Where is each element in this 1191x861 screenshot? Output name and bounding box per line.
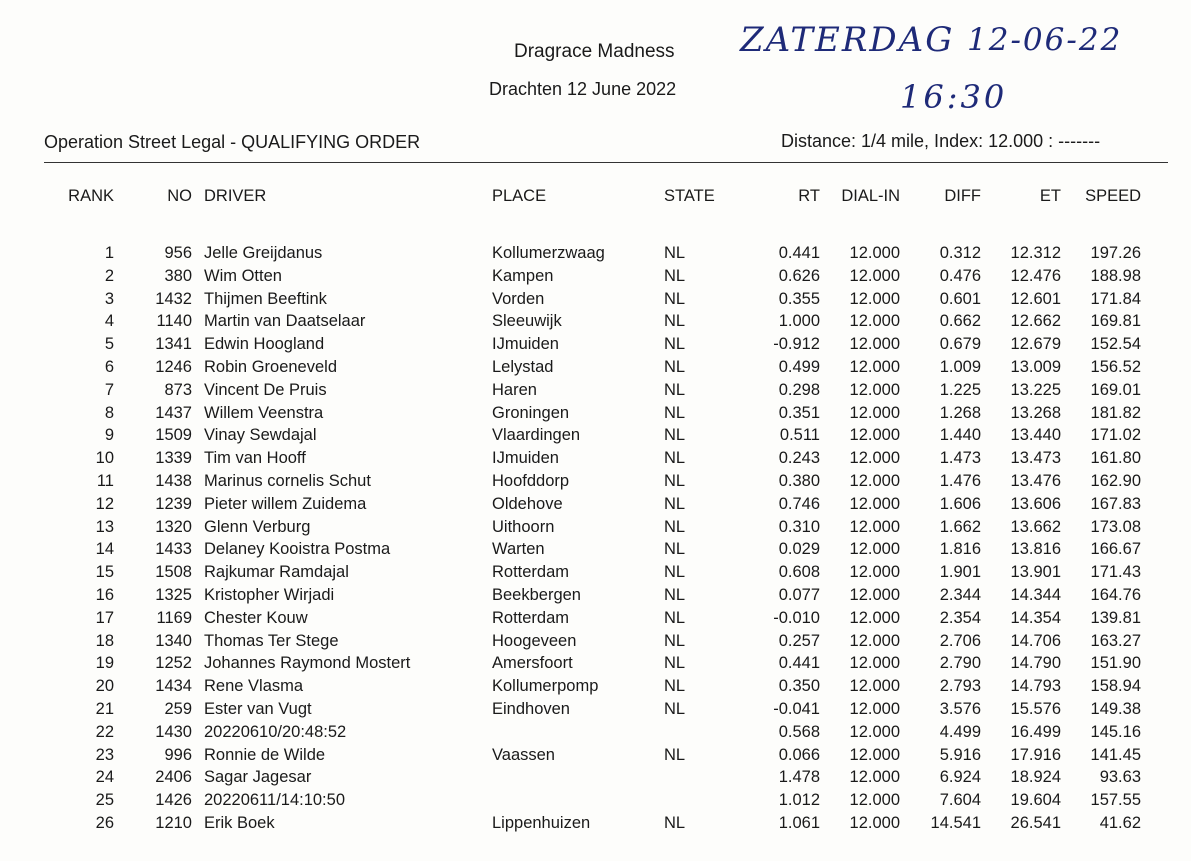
- cell-et: 13.225: [1010, 380, 1061, 399]
- cell-et: 13.473: [1010, 449, 1061, 468]
- cell-place: Rotterdam: [492, 563, 570, 582]
- cell-diff: 5.916: [939, 745, 981, 764]
- cell-driver: Vincent De Pruis: [204, 380, 327, 399]
- table-row: [0, 404, 1191, 427]
- cell-no: 1169: [156, 608, 192, 627]
- cell-driver: Martin van Daatselaar: [204, 312, 366, 331]
- cell-no: 1430: [155, 722, 192, 741]
- col-place: PLACE: [492, 187, 547, 205]
- table-row: [0, 654, 1191, 677]
- cell-state: NL: [664, 358, 686, 376]
- cell-speed: 161.80: [1090, 449, 1141, 468]
- cell-et: 14.706: [1010, 631, 1061, 650]
- cell-no: 1239: [155, 494, 192, 513]
- cell-speed: 164.76: [1090, 586, 1141, 604]
- cell-no: 1252: [155, 654, 192, 673]
- cell-no: 1438: [155, 472, 192, 490]
- cell-rt: 0.310: [778, 517, 820, 536]
- table-row: [0, 677, 1191, 700]
- cell-no: 1432: [155, 289, 192, 308]
- cell-state: NL: [664, 586, 686, 604]
- cell-dial-in: 12.000: [849, 700, 900, 718]
- cell-rank: 2: [104, 266, 114, 285]
- cell-no: 1426: [155, 791, 192, 810]
- cell-et: 13.476: [1010, 472, 1061, 490]
- cell-place: Eindhoven: [492, 700, 570, 718]
- cell-rt: 0.351: [778, 403, 820, 422]
- cell-rank: 19: [95, 654, 114, 673]
- cell-no: 1320: [155, 517, 192, 536]
- cell-rt: 1.012: [778, 791, 820, 810]
- cell-et: 12.679: [1010, 335, 1061, 354]
- cell-driver: Thijmen Beeftink: [204, 289, 327, 308]
- cell-place: Lippenhuizen: [492, 814, 591, 832]
- cell-et: 14.344: [1010, 586, 1061, 604]
- cell-speed: 145.16: [1090, 722, 1141, 741]
- cell-place: Kollumerpomp: [492, 677, 599, 696]
- cell-place: Kampen: [492, 266, 554, 285]
- header-divider: [44, 162, 1168, 163]
- cell-speed: 188.98: [1090, 266, 1141, 285]
- cell-rank: 13: [95, 517, 114, 536]
- cell-et: 14.793: [1010, 677, 1061, 696]
- cell-place: Vlaardingen: [492, 426, 581, 445]
- cell-rt: 1.061: [778, 814, 820, 832]
- cell-driver: Wim Otten: [204, 266, 282, 285]
- cell-diff: 1.816: [939, 540, 981, 559]
- distance-info: Distance: 1/4 mile, Index: 12.000 : -------: [781, 131, 1101, 151]
- table-row: [0, 563, 1191, 586]
- cell-dial-in: 12.000: [849, 289, 900, 308]
- cell-driver: 20220610/20:48:52: [204, 722, 347, 741]
- cell-diff: 2.790: [939, 654, 981, 673]
- cell-rank: 8: [104, 403, 114, 422]
- cell-diff: 2.354: [939, 608, 981, 627]
- col-diff: DIFF: [944, 187, 981, 205]
- cell-driver: Glenn Verburg: [204, 517, 311, 536]
- cell-dial-in: 12.000: [849, 631, 900, 650]
- cell-rt: 0.243: [778, 449, 820, 468]
- cell-driver: Jelle Greijdanus: [204, 244, 323, 262]
- table-row: [0, 381, 1191, 404]
- table-row: [0, 632, 1191, 655]
- cell-speed: 158.94: [1090, 677, 1141, 696]
- cell-driver: Rene Vlasma: [204, 677, 304, 696]
- cell-no: 1246: [155, 358, 192, 376]
- col-rank: RANK: [68, 187, 114, 205]
- cell-speed: 93.63: [1099, 768, 1141, 787]
- cell-no: 956: [164, 244, 192, 262]
- cell-no: 380: [164, 266, 192, 285]
- cell-diff: 0.476: [939, 266, 981, 285]
- cell-diff: 4.499: [939, 722, 981, 741]
- cell-place: Amersfoort: [492, 654, 573, 673]
- cell-speed: 171.43: [1090, 563, 1141, 582]
- table-row: [0, 746, 1191, 769]
- cell-dial-in: 12.000: [849, 335, 900, 354]
- cell-et: 18.924: [1010, 768, 1061, 787]
- cell-rt: 0.380: [778, 472, 820, 490]
- cell-place: Oldehove: [492, 494, 563, 513]
- cell-rank: 17: [95, 608, 114, 627]
- cell-et: 15.576: [1010, 700, 1061, 718]
- cell-place: IJmuiden: [492, 449, 559, 468]
- cell-et: 17.916: [1010, 745, 1061, 764]
- table-row: [0, 312, 1191, 335]
- table-row: [0, 426, 1191, 449]
- table-row: [0, 449, 1191, 472]
- cell-rt: 1.478: [778, 768, 820, 787]
- cell-rt: -0.912: [773, 335, 820, 354]
- event-title: Dragrace Madness: [514, 41, 675, 62]
- table-row: [0, 267, 1191, 290]
- cell-rank: 20: [95, 677, 114, 696]
- cell-et: 13.268: [1010, 403, 1061, 422]
- cell-state: NL: [664, 517, 686, 536]
- cell-et: 14.790: [1010, 654, 1061, 673]
- cell-diff: 0.679: [939, 335, 981, 354]
- cell-rt: 0.029: [778, 540, 820, 559]
- cell-driver: Edwin Hoogland: [204, 335, 325, 354]
- cell-dial-in: 12.000: [849, 244, 900, 262]
- cell-rt: 0.511: [779, 426, 820, 445]
- cell-dial-in: 12.000: [849, 517, 900, 536]
- cell-et: 12.476: [1010, 266, 1061, 285]
- cell-et: 26.541: [1010, 814, 1061, 832]
- cell-no: 873: [164, 380, 192, 399]
- cell-dial-in: 12.000: [849, 586, 900, 604]
- cell-diff: 1.440: [939, 426, 981, 445]
- cell-place: Beekbergen: [492, 586, 581, 604]
- col-state: STATE: [664, 187, 715, 205]
- cell-rt: 0.257: [778, 631, 820, 650]
- cell-rank: 12: [95, 494, 114, 513]
- event-location-date: Drachten 12 June 2022: [489, 79, 677, 99]
- table-row: [0, 518, 1191, 541]
- col-rt: RT: [798, 187, 820, 205]
- cell-speed: 167.83: [1090, 494, 1141, 513]
- cell-dial-in: 12.000: [849, 403, 900, 422]
- cell-driver: Sagar Jagesar: [204, 768, 312, 787]
- cell-state: NL: [664, 403, 686, 422]
- cell-speed: 173.08: [1090, 517, 1141, 536]
- table-header-row: [0, 187, 1191, 210]
- cell-driver: Robin Groeneveld: [204, 358, 337, 376]
- cell-diff: 0.601: [939, 289, 981, 308]
- table-row: [0, 290, 1191, 313]
- cell-speed: 163.27: [1090, 631, 1141, 650]
- cell-driver: Ronnie de Wilde: [204, 745, 326, 764]
- cell-rank: 6: [104, 358, 114, 376]
- cell-rank: 4: [104, 312, 114, 331]
- cell-rank: 5: [104, 335, 114, 354]
- cell-no: 1434: [155, 677, 192, 696]
- cell-dial-in: 12.000: [849, 266, 900, 285]
- cell-driver: Willem Veenstra: [204, 403, 324, 422]
- cell-dial-in: 12.000: [849, 722, 900, 741]
- cell-rt: 0.077: [778, 586, 820, 604]
- cell-no: 1433: [155, 540, 192, 559]
- table-row: [0, 244, 1191, 267]
- cell-state: NL: [664, 426, 686, 445]
- cell-no: 1340: [155, 631, 192, 650]
- cell-speed: 166.67: [1090, 540, 1141, 559]
- cell-et: 14.354: [1010, 608, 1061, 627]
- cell-dial-in: 12.000: [849, 814, 900, 832]
- col-speed: SPEED: [1085, 187, 1141, 205]
- cell-dial-in: 12.000: [849, 494, 900, 513]
- cell-rank: 24: [95, 768, 114, 787]
- cell-no: 1341: [155, 335, 192, 354]
- cell-rank: 1: [104, 244, 114, 262]
- col-et: ET: [1039, 187, 1061, 205]
- cell-speed: 151.90: [1090, 654, 1141, 673]
- cell-driver: Kristopher Wirjadi: [204, 586, 335, 604]
- col-dial-in: DIAL-IN: [841, 187, 900, 205]
- cell-rank: 10: [95, 449, 114, 468]
- cell-state: NL: [664, 700, 686, 718]
- cell-et: 13.009: [1010, 358, 1061, 376]
- cell-driver: Tim van Hooff: [204, 449, 306, 468]
- cell-place: Lelystad: [492, 358, 554, 376]
- cell-no: 996: [164, 745, 192, 764]
- cell-speed: 169.01: [1090, 380, 1141, 399]
- cell-place: Kollumerzwaag: [492, 244, 605, 262]
- cell-place: Hoofddorp: [492, 472, 570, 490]
- cell-no: 1339: [155, 449, 192, 468]
- cell-rank: 23: [95, 745, 114, 764]
- table-row: [0, 768, 1191, 791]
- cell-diff: 3.576: [939, 700, 981, 718]
- cell-diff: 2.706: [939, 631, 981, 650]
- cell-speed: 171.02: [1090, 426, 1141, 445]
- cell-et: 19.604: [1010, 791, 1061, 810]
- cell-no: 1210: [155, 814, 192, 832]
- cell-state: NL: [664, 494, 686, 513]
- cell-rt: 0.355: [778, 289, 820, 308]
- cell-speed: 41.62: [1099, 814, 1141, 832]
- cell-no: 1508: [155, 563, 192, 582]
- cell-driver: 20220611/14:10:50: [204, 791, 345, 810]
- cell-speed: 197.26: [1090, 244, 1141, 262]
- cell-dial-in: 12.000: [849, 449, 900, 468]
- cell-rank: 18: [95, 631, 114, 650]
- cell-dial-in: 12.000: [849, 312, 900, 331]
- cell-rank: 11: [96, 472, 114, 490]
- cell-speed: 156.52: [1090, 358, 1141, 376]
- cell-state: NL: [664, 540, 686, 559]
- cell-driver: Rajkumar Ramdajal: [204, 563, 349, 582]
- cell-et: 13.606: [1010, 494, 1061, 513]
- cell-dial-in: 12.000: [849, 426, 900, 445]
- cell-dial-in: 12.000: [849, 768, 900, 787]
- cell-rank: 22: [95, 722, 114, 741]
- table-row: [0, 723, 1191, 746]
- cell-diff: 1.225: [939, 380, 981, 399]
- cell-state: NL: [664, 449, 686, 468]
- cell-dial-in: 12.000: [849, 745, 900, 764]
- cell-state: NL: [664, 654, 686, 673]
- cell-diff: 0.662: [939, 312, 981, 331]
- cell-state: NL: [664, 244, 686, 262]
- table-row: [0, 586, 1191, 609]
- handwritten-day: ZATERDAG: [740, 20, 955, 60]
- cell-driver: Chester Kouw: [204, 608, 308, 627]
- cell-diff: 14.541: [930, 814, 981, 832]
- handwritten-time: 16:30: [900, 78, 1008, 116]
- cell-rt: 0.350: [778, 677, 820, 696]
- table-row: [0, 358, 1191, 381]
- cell-diff: 2.344: [939, 586, 981, 604]
- cell-state: NL: [664, 677, 686, 696]
- cell-rank: 26: [95, 814, 114, 832]
- cell-et: 13.816: [1010, 540, 1061, 559]
- cell-rt: 1.000: [778, 312, 820, 331]
- cell-rank: 16: [95, 586, 114, 604]
- cell-diff: 2.793: [939, 677, 981, 696]
- cell-rank: 9: [104, 426, 114, 445]
- cell-dial-in: 12.000: [849, 540, 900, 559]
- cell-dial-in: 12.000: [849, 677, 900, 696]
- cell-state: NL: [664, 472, 686, 490]
- cell-diff: 1.901: [939, 563, 981, 582]
- cell-et: 13.440: [1010, 426, 1061, 445]
- cell-rank: 7: [104, 380, 114, 399]
- cell-state: NL: [664, 814, 686, 832]
- table-row: [0, 472, 1191, 495]
- cell-no: 259: [164, 700, 192, 718]
- cell-no: 1509: [155, 426, 192, 445]
- cell-diff: 1.473: [939, 449, 981, 468]
- cell-state: NL: [664, 380, 686, 399]
- cell-rank: 14: [95, 540, 114, 559]
- cell-dial-in: 12.000: [849, 608, 900, 627]
- cell-driver: Johannes Raymond Mostert: [204, 654, 411, 673]
- cell-driver: Pieter willem Zuidema: [204, 494, 367, 513]
- cell-driver: Delaney Kooistra Postma: [204, 540, 391, 559]
- cell-state: NL: [664, 631, 686, 650]
- cell-speed: 141.45: [1090, 745, 1141, 764]
- cell-rank: 21: [95, 700, 114, 718]
- table-row: [0, 335, 1191, 358]
- table-row: [0, 791, 1191, 814]
- cell-et: 16.499: [1010, 722, 1061, 741]
- cell-driver: Erik Boek: [204, 814, 275, 832]
- cell-et: 13.662: [1010, 517, 1061, 536]
- cell-no: 1325: [155, 586, 192, 604]
- cell-rank: 3: [104, 289, 114, 308]
- cell-speed: 169.81: [1090, 312, 1141, 331]
- cell-diff: 7.604: [939, 791, 981, 810]
- cell-state: NL: [664, 289, 686, 308]
- cell-speed: 181.82: [1090, 403, 1141, 422]
- cell-speed: 162.90: [1090, 472, 1141, 490]
- cell-rt: -0.041: [773, 700, 820, 718]
- handwritten-date: 12-06-22: [967, 22, 1123, 58]
- col-no: NO: [167, 187, 192, 205]
- cell-dial-in: 12.000: [849, 358, 900, 376]
- cell-no: 1140: [156, 312, 192, 331]
- class-title: Operation Street Legal - QUALIFYING ORDER: [44, 132, 421, 152]
- cell-driver: Ester van Vugt: [204, 700, 312, 718]
- cell-et: 12.662: [1010, 312, 1061, 331]
- cell-state: NL: [664, 335, 686, 354]
- cell-place: Groningen: [492, 403, 570, 422]
- cell-diff: 1.606: [939, 494, 981, 513]
- cell-diff: 1.009: [939, 358, 981, 376]
- cell-dial-in: 12.000: [849, 563, 900, 582]
- table-row: [0, 814, 1191, 837]
- cell-no: 2406: [155, 768, 192, 787]
- cell-state: NL: [664, 266, 686, 285]
- cell-state: NL: [664, 312, 686, 331]
- cell-rt: 0.608: [778, 563, 820, 582]
- cell-driver: Thomas Ter Stege: [204, 631, 339, 650]
- cell-rt: 0.499: [778, 358, 820, 376]
- cell-place: Vaassen: [492, 745, 555, 764]
- cell-state: NL: [664, 563, 686, 582]
- cell-rank: 25: [95, 791, 114, 810]
- cell-place: Vorden: [492, 289, 545, 308]
- cell-rt: -0.010: [773, 608, 820, 627]
- cell-rt: 0.441: [778, 244, 820, 262]
- cell-speed: 157.55: [1090, 791, 1141, 810]
- cell-et: 13.901: [1010, 563, 1061, 582]
- cell-driver: Marinus cornelis Schut: [204, 472, 371, 490]
- cell-diff: 1.662: [939, 517, 981, 536]
- table-row: [0, 495, 1191, 518]
- cell-rt: 0.746: [778, 494, 820, 513]
- cell-speed: 149.38: [1090, 700, 1141, 718]
- cell-rt: 0.441: [778, 654, 820, 673]
- cell-speed: 171.84: [1090, 289, 1141, 308]
- cell-dial-in: 12.000: [849, 380, 900, 399]
- cell-dial-in: 12.000: [849, 654, 900, 673]
- cell-place: Sleeuwijk: [492, 312, 562, 331]
- cell-diff: 1.268: [939, 403, 981, 422]
- cell-et: 12.312: [1010, 244, 1061, 262]
- cell-state: NL: [664, 745, 686, 764]
- cell-rt: 0.298: [778, 380, 820, 399]
- cell-place: Warten: [492, 540, 545, 559]
- cell-place: Hoogeveen: [492, 631, 577, 650]
- cell-place: Haren: [492, 380, 537, 399]
- cell-place: IJmuiden: [492, 335, 559, 354]
- col-driver: DRIVER: [204, 187, 267, 205]
- cell-et: 12.601: [1010, 289, 1061, 308]
- cell-diff: 0.312: [939, 244, 981, 262]
- cell-speed: 152.54: [1090, 335, 1141, 354]
- cell-place: Rotterdam: [492, 608, 570, 627]
- cell-diff: 6.924: [939, 768, 981, 787]
- table-row: [0, 700, 1191, 723]
- cell-speed: 139.81: [1090, 608, 1141, 627]
- cell-dial-in: 12.000: [849, 791, 900, 810]
- table-row: [0, 609, 1191, 632]
- cell-rt: 0.626: [778, 266, 820, 285]
- table-row: [0, 540, 1191, 563]
- cell-place: Uithoorn: [492, 517, 555, 536]
- cell-diff: 1.476: [939, 472, 981, 490]
- cell-state: NL: [664, 608, 686, 627]
- cell-no: 1437: [155, 403, 192, 422]
- cell-rank: 15: [95, 563, 114, 582]
- cell-dial-in: 12.000: [849, 472, 900, 490]
- cell-driver: Vinay Sewdajal: [204, 426, 317, 445]
- cell-rt: 0.066: [778, 745, 820, 764]
- cell-rt: 0.568: [778, 722, 820, 741]
